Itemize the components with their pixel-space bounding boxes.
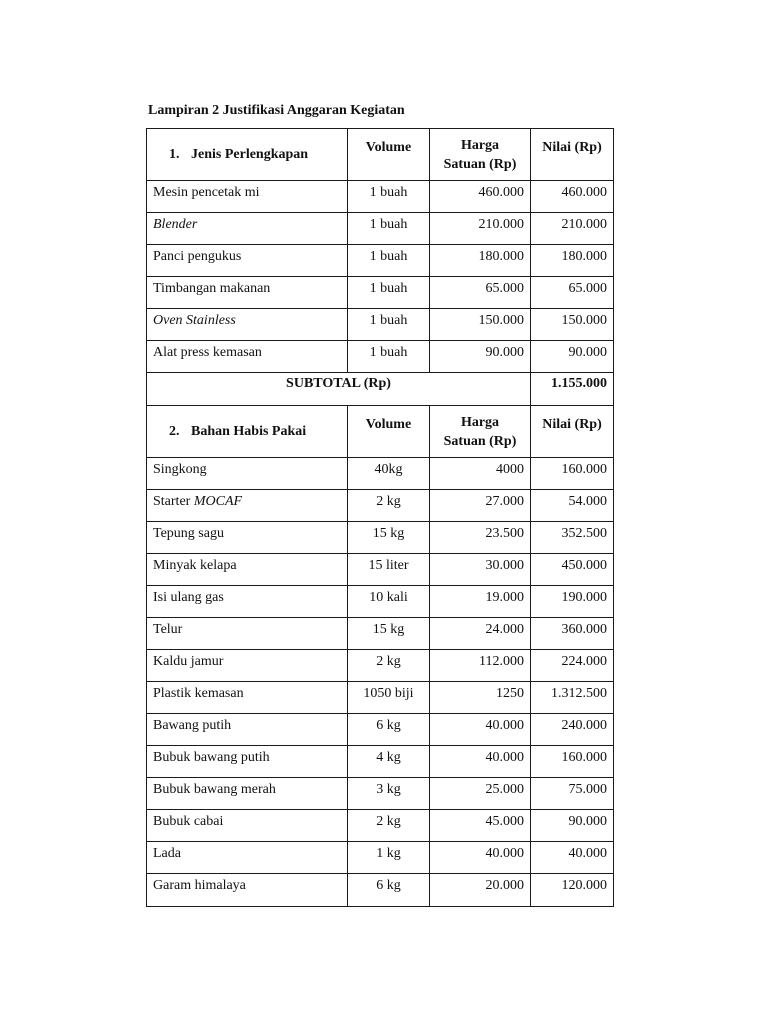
table-row <box>147 341 614 373</box>
item-name: Oven Stainless <box>147 309 348 341</box>
item-harga: 23.500 <box>430 522 531 554</box>
item-name: Telur <box>147 618 348 650</box>
item-volume: 15 kg <box>348 522 430 554</box>
item-name: Lada <box>147 842 348 874</box>
item-name-prefix: Starter <box>153 494 194 509</box>
item-name: Singkong <box>147 458 348 490</box>
item-harga: 20.000 <box>430 874 531 907</box>
item-volume: 1050 biji <box>348 682 430 714</box>
item-name: Bawang putih <box>147 714 348 746</box>
item-harga: 45.000 <box>430 810 531 842</box>
table-row <box>147 458 614 490</box>
item-nilai: 180.000 <box>531 245 614 277</box>
item-volume: 1 buah <box>348 341 430 373</box>
item-nilai: 450.000 <box>531 554 614 586</box>
item-volume: 1 buah <box>348 213 430 245</box>
item-name: Mesin pencetak mi <box>147 181 348 213</box>
item-name: Bubuk bawang putih <box>147 746 348 778</box>
item-nilai: 224.000 <box>531 650 614 682</box>
table-row <box>147 682 614 714</box>
table-row <box>147 181 614 213</box>
item-nilai: 190.000 <box>531 586 614 618</box>
item-harga: 90.000 <box>430 341 531 373</box>
item-volume: 10 kali <box>348 586 430 618</box>
section2-title: Bahan Habis Pakai <box>191 424 307 439</box>
subtotal-label: SUBTOTAL (Rp) <box>147 373 531 406</box>
item-nilai: 120.000 <box>531 874 614 907</box>
item-nilai: 352.500 <box>531 522 614 554</box>
item-name: Tepung sagu <box>147 522 348 554</box>
table-row <box>147 874 614 907</box>
item-volume: 1 buah <box>348 277 430 309</box>
item-name: Isi ulang gas <box>147 586 348 618</box>
section1-title: Jenis Perlengkapan <box>191 147 309 162</box>
item-volume: 2 kg <box>348 490 430 522</box>
document-title: Lampiran 2 Justifikasi Anggaran Kegiatan <box>148 103 405 118</box>
item-volume: 1 kg <box>348 842 430 874</box>
item-name: Blender <box>147 213 348 245</box>
item-harga: 1250 <box>430 682 531 714</box>
item-name: Garam himalaya <box>147 874 348 907</box>
item-volume: 1 buah <box>348 309 430 341</box>
table-row <box>147 618 614 650</box>
item-nilai: 65.000 <box>531 277 614 309</box>
item-name: Alat press kemasan <box>147 341 348 373</box>
item-harga: 27.000 <box>430 490 531 522</box>
section2-title-cell <box>147 406 348 458</box>
item-harga: 40.000 <box>430 714 531 746</box>
item-nilai: 90.000 <box>531 341 614 373</box>
item-nilai: 90.000 <box>531 810 614 842</box>
item-harga: 30.000 <box>430 554 531 586</box>
item-name: Plastik kemasan <box>147 682 348 714</box>
item-name: Bubuk bawang merah <box>147 778 348 810</box>
table-row <box>147 213 614 245</box>
table-row <box>147 842 614 874</box>
item-volume: 6 kg <box>348 714 430 746</box>
item-nilai: 160.000 <box>531 458 614 490</box>
item-name-italic: MOCAF <box>193 494 243 509</box>
item-harga: 24.000 <box>430 618 531 650</box>
nilai-header: Nilai (Rp) <box>531 406 614 458</box>
item-volume: 15 kg <box>348 618 430 650</box>
subtotal-value: 1.155.000 <box>531 373 614 406</box>
section1-header-row <box>147 129 614 181</box>
table-row <box>147 490 614 522</box>
item-nilai: 40.000 <box>531 842 614 874</box>
table-row <box>147 554 614 586</box>
subtotal-row <box>147 373 614 406</box>
item-volume: 1 buah <box>348 181 430 213</box>
item-harga: 150.000 <box>430 309 531 341</box>
harga-header-line2: Satuan (Rp) <box>443 156 517 172</box>
item-nilai: 240.000 <box>531 714 614 746</box>
item-nilai: 460.000 <box>531 181 614 213</box>
item-volume: 40kg <box>348 458 430 490</box>
harga-header-line1: Harga <box>460 137 500 153</box>
item-harga: 4000 <box>430 458 531 490</box>
table-row <box>147 650 614 682</box>
item-volume: 4 kg <box>348 746 430 778</box>
table-row <box>147 586 614 618</box>
item-harga: 25.000 <box>430 778 531 810</box>
section1-number: 1. <box>169 147 180 162</box>
volume-header: Volume <box>348 129 430 181</box>
item-name: Minyak kelapa <box>147 554 348 586</box>
item-harga: 180.000 <box>430 245 531 277</box>
item-name <box>147 490 348 522</box>
table-row <box>147 309 614 341</box>
table-row <box>147 277 614 309</box>
item-harga: 210.000 <box>430 213 531 245</box>
volume-header: Volume <box>348 406 430 458</box>
table-row <box>147 746 614 778</box>
item-harga: 19.000 <box>430 586 531 618</box>
item-volume: 2 kg <box>348 650 430 682</box>
item-nilai: 210.000 <box>531 213 614 245</box>
table-row <box>147 778 614 810</box>
item-nilai: 150.000 <box>531 309 614 341</box>
harga-satuan-header <box>430 129 531 181</box>
item-harga: 460.000 <box>430 181 531 213</box>
item-name: Panci pengukus <box>147 245 348 277</box>
section2-header-row <box>147 406 614 458</box>
table-row <box>147 714 614 746</box>
nilai-header: Nilai (Rp) <box>531 129 614 181</box>
item-volume: 3 kg <box>348 778 430 810</box>
item-nilai: 360.000 <box>531 618 614 650</box>
item-harga: 65.000 <box>430 277 531 309</box>
item-nilai: 160.000 <box>531 746 614 778</box>
table-row <box>147 522 614 554</box>
harga-header-line1: Harga <box>460 414 500 430</box>
table-row <box>147 810 614 842</box>
item-volume: 6 kg <box>348 874 430 907</box>
item-volume: 2 kg <box>348 810 430 842</box>
harga-header-line2: Satuan (Rp) <box>443 433 517 449</box>
item-name: Kaldu jamur <box>147 650 348 682</box>
section1-title-cell <box>147 129 348 181</box>
table-row <box>147 245 614 277</box>
item-harga: 40.000 <box>430 746 531 778</box>
item-volume: 15 liter <box>348 554 430 586</box>
item-volume: 1 buah <box>348 245 430 277</box>
item-nilai: 54.000 <box>531 490 614 522</box>
item-nilai: 75.000 <box>531 778 614 810</box>
budget-table <box>146 128 614 907</box>
item-harga: 112.000 <box>430 650 531 682</box>
item-harga: 40.000 <box>430 842 531 874</box>
item-name: Bubuk cabai <box>147 810 348 842</box>
item-nilai: 1.312.500 <box>531 682 614 714</box>
item-name: Timbangan makanan <box>147 277 348 309</box>
harga-satuan-header <box>430 406 531 458</box>
section2-number: 2. <box>169 424 180 439</box>
